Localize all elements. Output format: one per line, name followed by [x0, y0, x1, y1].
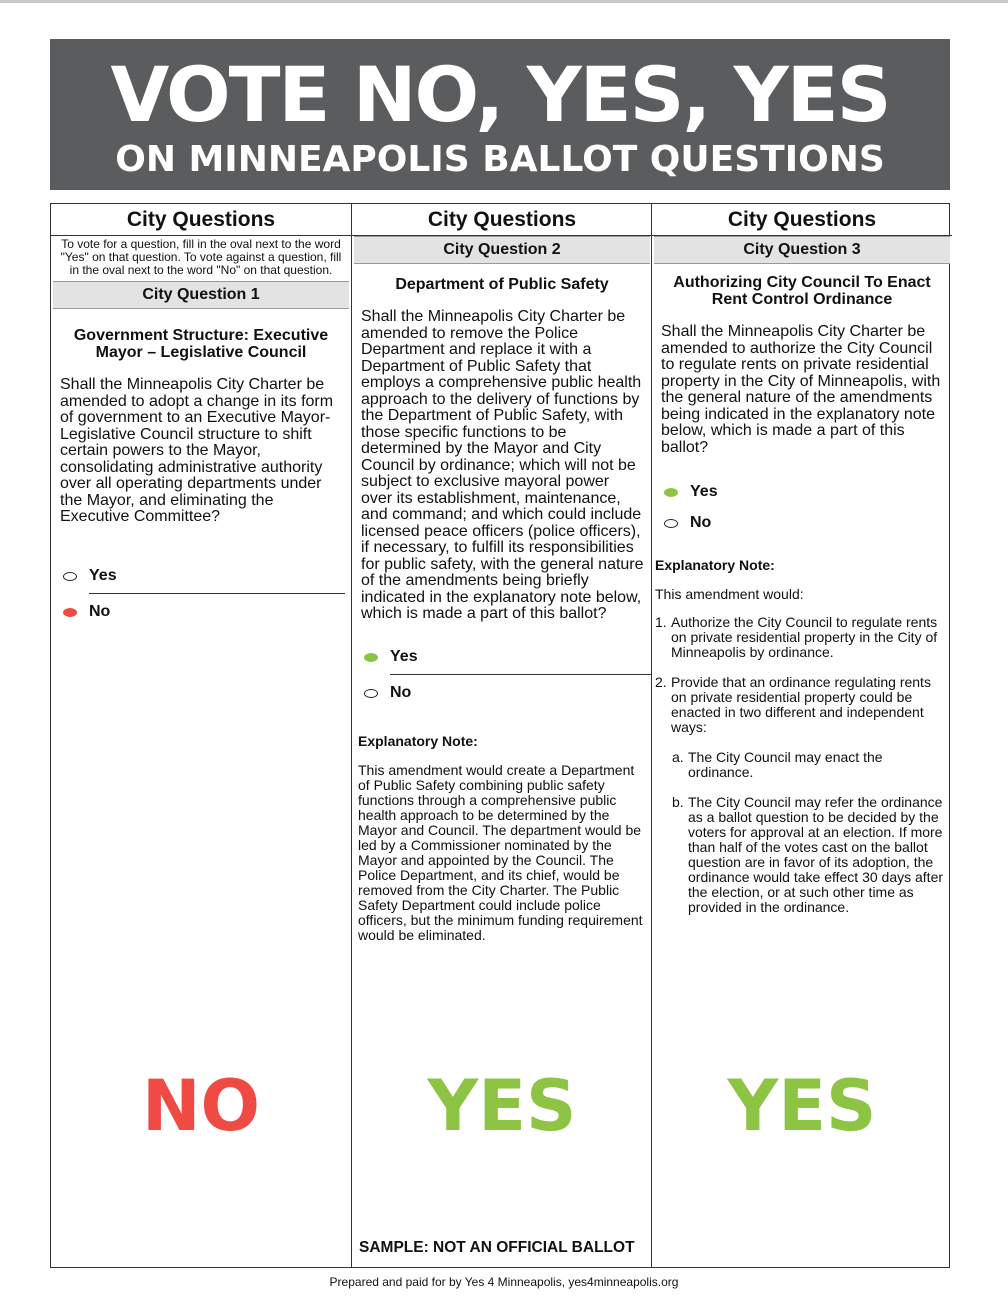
option-label: Yes [690, 483, 718, 500]
option-label: No [690, 514, 712, 531]
headline-banner [50, 39, 950, 190]
item-number: a. [672, 749, 684, 765]
option-no[interactable] [652, 513, 952, 537]
item-text: Authorize the City Council to regulate rents on private residential property in the City of Minneapolis by ordinance. [671, 614, 938, 660]
item-text: Provide that an ordinance regulating rents on private residential property could be enacted in two different and independent ways: [671, 674, 931, 735]
option-no[interactable] [51, 602, 351, 626]
vote-recommendation: YES [427, 1065, 577, 1147]
option-yes[interactable] [51, 566, 351, 590]
question-title: Department of Public Safety [395, 276, 609, 293]
question-label: City Question 2 [354, 236, 650, 264]
oval-filled-icon [364, 653, 378, 662]
question-text: Shall the Minneapolis City Charter be amended to remove the Police Department and replace it with a Department of Public Safety that employs a comprehensive public health approach to the delivery of functions by the Department of Public Safety, with those specific functions to be determined by the Mayor and City Council by ordinance; which will not be subject to exclusive mayoral power over its establishment, maintenance, and command; and which could include licensed peace officers (police officers), if necessary, to fulfill its responsibilities for public safety, with the general nature of the amendments being briefly indicated in the explanatory note below, which is made a part of this ballot? [361, 308, 644, 622]
option-yes[interactable] [352, 647, 652, 671]
explanatory-intro: This amendment would: [655, 586, 804, 602]
item-number: b. [672, 794, 684, 810]
column-header: City Questions [652, 204, 952, 236]
vote-recommendation: NO [141, 1065, 261, 1147]
voting-instructions: To vote for a question, fill in the oval next to the word "Yes" on that question. To vote against a question, fill in the oval next to the word "No" on that question. [60, 237, 342, 277]
option-label: Yes [89, 566, 117, 584]
explanatory-item-2a [672, 750, 946, 780]
question-text: Shall the Minneapolis City Charter be amended to adopt a change in its form of government to an Executive Mayor-Legislative Council structure to shift certain powers to the Mayor, consolidating administrative authority over all operating departments under the Mayor, and eliminating the Executive Committee? [60, 376, 334, 525]
ballot-column-2 [351, 204, 652, 1267]
item-text: The City Council may refer the ordinance as a ballot question to be decided by the voters for approval at an election. If more than half of the votes cast on the ballot question are in favor of its adoption, the ordinance would take effect 30 days after the election, or at such other time as provided in the ordinance. [688, 794, 944, 915]
oval-filled-icon [664, 488, 678, 497]
explanatory-heading: Explanatory Note: [655, 557, 775, 573]
option-divider [89, 593, 345, 594]
oval-empty-icon [63, 572, 77, 581]
ballot-column-1 [51, 204, 351, 1267]
explanatory-item-2 [655, 675, 948, 735]
explanatory-item-2b [672, 795, 946, 915]
headline-main: VOTE NO, YES, YES [110, 50, 890, 139]
item-number: 1. [655, 614, 667, 630]
column-header: City Questions [51, 204, 351, 236]
explanatory-heading: Explanatory Note: [358, 732, 478, 749]
ballot-column-3 [651, 204, 952, 1267]
explanatory-text: This amendment would create a Department of Public Safety combining public safety functions through a comprehensive public health approach to be determined by the Mayor and Council. The department would be led by a Commissioner nominated by the Mayor and appointed by the Council. The Police Department, and its chief, would be removed from the City Charter. The Public Safety Department could include police officers, but the minimum funding requirement would be eliminated. [358, 761, 643, 943]
sample-notice: SAMPLE: NOT AN OFFICIAL BALLOT [359, 1239, 635, 1256]
page-top-border [0, 0, 1008, 3]
oval-empty-icon [664, 519, 678, 528]
question-title: Authorizing City Council To Enact Rent Control Ordinance [673, 274, 931, 308]
explanatory-item-1 [655, 615, 948, 660]
option-label: No [390, 683, 412, 701]
option-no[interactable] [352, 683, 652, 707]
column-header: City Questions [352, 204, 652, 236]
oval-empty-icon [364, 689, 378, 698]
item-text: The City Council may enact the ordinance. [688, 749, 883, 780]
question-label: City Question 1 [53, 281, 349, 309]
paid-for-disclaimer: Prepared and paid for by Yes 4 Minneapolis, yes4minneapolis.org [329, 1275, 679, 1289]
item-number: 2. [655, 674, 667, 690]
option-divider [390, 674, 652, 675]
question-title: Government Structure: Executive Mayor – Legislative Council [73, 327, 329, 361]
question-text: Shall the Minneapolis City Charter be amended to authorize the City Council to regulate rents on private residential property in the City of Minneapolis, with the general nature of the amendments being indicated in the explanatory note below, which is made a part of this ballot? [661, 323, 941, 456]
oval-filled-icon [63, 608, 77, 617]
sample-ballot [50, 203, 950, 1268]
question-label: City Question 3 [654, 236, 950, 264]
option-label: Yes [390, 647, 418, 665]
option-yes[interactable] [652, 482, 952, 506]
option-label: No [89, 602, 111, 620]
headline-sub: ON MINNEAPOLIS BALLOT QUESTIONS [115, 139, 885, 180]
vote-recommendation: YES [727, 1065, 877, 1147]
